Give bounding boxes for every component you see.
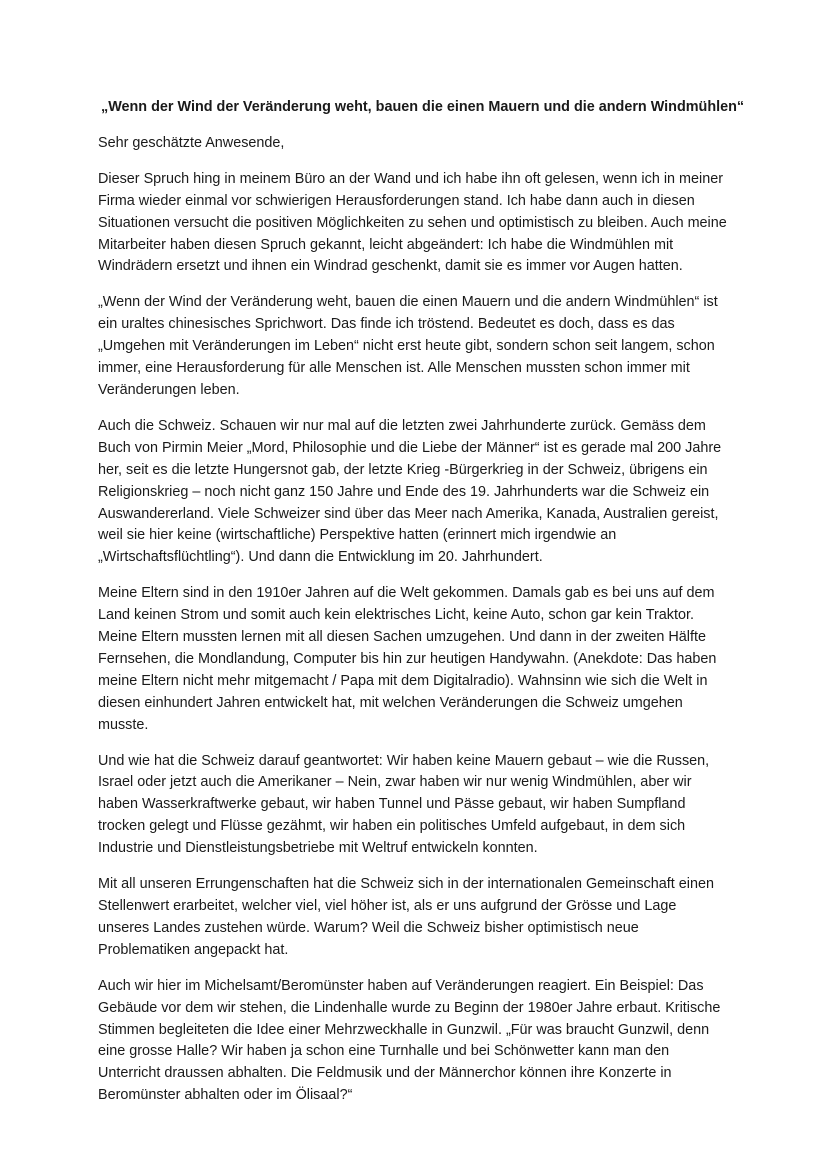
paragraph: Dieser Spruch hing in meinem Büro an der Wand und ich habe ihn oft gelesen, wenn ich in meiner Firma wieder einmal vor schwierigen Herausforderungen stand. Ich habe dann auch in diesen Situationen versucht die positiven Möglichkeiten zu sehen und optimistisch zu bleiben. Auch meine Mitarbeiter haben diesen Spruch gekannt, leicht abgeändert: Ich habe die Windmühlen mit Windrädern ersetzt und ihnen ein Windrad geschenkt, damit sie es immer vor Augen hatten. [98,170,727,275]
paragraph: Meine Eltern sind in den 1910er Jahren auf die Welt gekommen. Damals gab es bei uns auf dem Land keinen Strom und somit auch kein elektrisches Licht, keine Auto, schon gar kein Traktor. Meine Eltern mussten lernen mit all diesen Sachen umzugehen. Und dann in der zweiten Hälfte Fernsehen, die Mondlandung, Computer bis hin zur heutigen Handywahn. (Anekdote: Das haben meine Eltern nicht mehr mitgemacht / Papa mit dem Digitalradio). Wahnsinn wie sich die Welt in diesen einhundert Jahren entwickelt hat, mit welchen Veränderungen die Schweiz umgehen musste. [98,585,717,733]
paragraph: Und wie hat die Schweiz darauf geantwortet: Wir haben keine Mauern gebaut – wie die Russen, Israel oder jetzt auch die Amerikaner – Nein, zwar haben wir nur wenig Windmühlen, aber wir haben Wasserkraftwerke gebaut, wir haben Tunnel und Pässe gebaut, wir haben Sumpfland trocken gelegt und Flüsse gezähmt, wir haben ein politisches Umfeld aufgebaut, in dem sich Industrie und Dienstleistungsbetriebe mit Weltruf entwickeln konnten. [98,752,710,857]
paragraph: Auch wir hier im Michelsamt/Beromünster haben auf Veränderungen reagiert. Ein Beispiel: Das Gebäude vor dem wir stehen, die Lindenhalle wurde zu Beginn der 1980er Jahre erbaut. Kritische Stimmen begleiteten die Idee einer Mehrzweckhalle in Gunzwil. „Für was braucht Gunzwil, denn eine grosse Halle? Wir haben ja schon eine Turnhalle und bei Schönwetter kann man den Unterricht draussen abhalten. Die Feldmusik und der Männerchor können ihre Konzerte in Beromünster abhalten oder im Ölisaal?“ [98,977,721,1104]
paragraph: Mit all unseren Errungenschaften hat die Schweiz sich in der internationalen Gemeinschaft einen Stellenwert erarbeitet, welcher viel, viel höher ist, als er uns aufgrund der Grösse und Lage unseres Landes zustehen würde. Warum? Weil die Schweiz bisher optimistisch neue Problematiken angepackt hat. [98,876,714,958]
paragraph: „Wenn der Wind der Veränderung weht, bauen die einen Mauern und die andern Windmühlen“ ist ein uraltes chinesisches Sprichwort. Das finde ich tröstend. Bedeutet es doch, dass es das „Umgehen mit Veränderungen im Leben“ nicht erst heute gibt, sondern schon seit langem, schon immer, eine Herausforderung für alle Menschen ist. Alle Menschen mussten schon immer mit Veränderungen leben. [98,294,718,398]
greeting: Sehr geschätzte Anwesende, [98,134,285,151]
document-body [98,97,745,1107]
paragraph: Auch die Schweiz. Schauen wir nur mal auf die letzten zwei Jahrhunderte zurück. Gemäss dem Buch von Pirmin Meier „Mord, Philosophie und die Liebe der Männer“ ist es gerade mal 200 Jahre her, seit es die letzte Hungersnot gab, der letzte Krieg -Bürgerkrieg in der Schweiz, übrigens ein Religionskrieg – noch nicht ganz 150 Jahre und Ende des 19. Jahrhunderts war die Schweiz ein Auswandererland. Viele Schweizer sind über das Meer nach Amerika, Kanada, Australien gereist, weil sie hier keine (wirtschaftliche) Perspektive hatten (erinnert mich irgendwie an „Wirtschaftsflüchtling“). Und dann die Entwicklung im 20. Jahrhundert. [98,417,722,566]
document-title: „Wenn der Wind der Veränderung weht, bauen die einen Mauern und die andern Windmühlen“ [101,99,745,115]
